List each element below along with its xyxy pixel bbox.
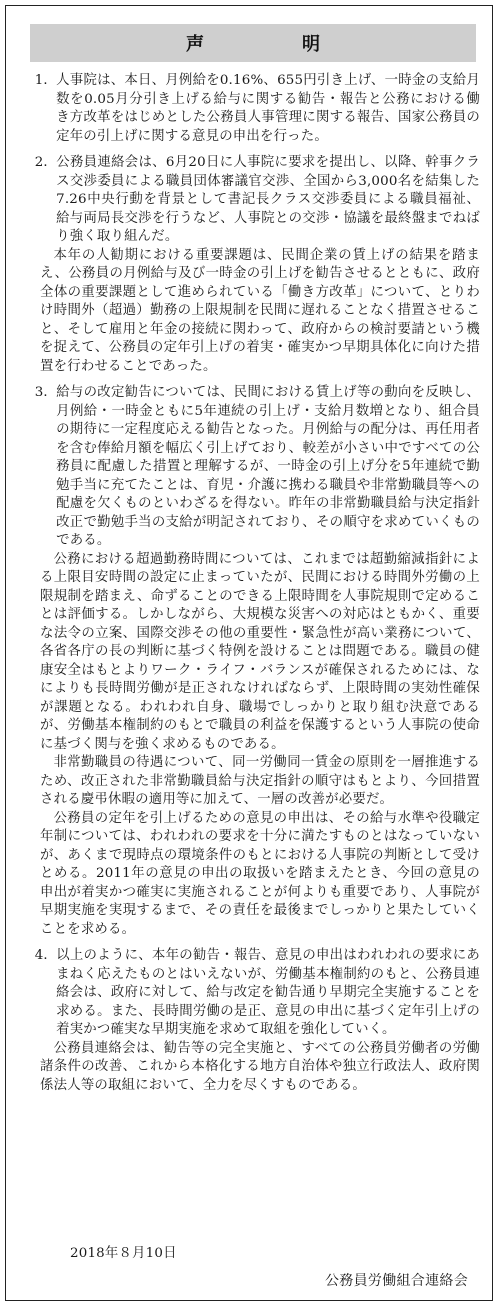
statement-body — [28, 72, 480, 1103]
section-1-paragraph-1: 1．人事院は、本日、月例給を0.16%、655円引き上げ、一時金の支給月数を0.05月分引き上げる給与に関する勧告・報告と公務における働き方改革をはじめとした公務員人事管理に関する報告、国家公務員の定年の引上げに関する意見の申出を行った。 — [34, 73, 480, 144]
section-3-paragraph-4: 公務員の定年を引上げるための意見の申出は、その給与水準や役職定年制については、われわれの要求を十分に満たすものとはなっていないが、あくまで現時点の環境条件のもとにおける人事院の判断として受けとめる。2011年の意見の申出の取扱いを踏まえたとき、今回の意見の申出が着実かつ確実に実施されることが何よりも重要であり、人事院が早期実施を実現するまで、その責任を最後までしっかりと果たしていくことを求める。 — [40, 810, 480, 937]
section-2-paragraph-1: 2．公務員連絡会は、6月20日に人事院に要求を提出し、以降、幹事クラス交渉委員による職員団体審議官交渉、全国から3,000名を結集した7.26中央行動を背景として書記長クラス交渉委員による職員福祉、給与両局長交渉を行うなど、人事院との交渉・協議を最終盤までねばり強く取り組んだ。 — [34, 155, 480, 244]
section-3 — [28, 384, 480, 939]
section-3-paragraph-1: 3．給与の改定勧告については、民間における賃上げ等の動向を反映し、月例給・一時金ともに5年連続の引上げ・支給月数増となり、組合員の期待に一定程度応える勧告となった。月例給与の配分は、再任用者を含む俸給月額を幅広く引上げており、較差が小さい中ですべての公務員に配慮した措置と理解するが、一時金の引上げ分を5年連続で勤勉手当に充てたことは、育児・介護に携わる職員や非常勤職員等への配慮を欠くものといわざるを得ない。昨年の非常勤職員給与決定指針改正で勤勉手当の支給が明記されており、その順守を求めていくものである。 — [34, 385, 480, 548]
title-bar — [30, 24, 476, 62]
section-2 — [28, 154, 480, 376]
section-1 — [28, 72, 480, 146]
section-4-paragraph-2: 公務員連絡会は、勧告等の完全実施と、すべての公務員労働者の労働諸条件の改善、これから本格化する地方自治体や独立行政法人、政府関係法人等の取組において、全力を尽くすものである。 — [40, 1040, 480, 1093]
section-4 — [28, 947, 480, 1095]
section-number: 3． — [34, 385, 57, 400]
section-number: 1． — [34, 73, 57, 88]
section-number: 4． — [34, 948, 57, 963]
section-number: 2． — [34, 155, 57, 170]
organization-name: 公務員労働組合連絡会 — [325, 1273, 468, 1289]
section-3-paragraph-3: 非常勤職員の待遇について、同一労働同一賃金の原則を一層推進するため、改正された非常勤職員給与決定指針の順守はもとより、今回措置される慶弔休暇の適用等に加えて、一層の改善が必要だ。 — [40, 755, 480, 807]
section-3-paragraph-2: 公務における超過勤務時間については、これまでは超勤縮減指針による上限目安時間の設定に止まっていたが、民間における時間外労働の上限規制を踏まえ、命ずることのできる上限時間を人事院規則で定めることは評価する。しかしながら、大規模な災害への対応はともかく、重要な法令の立案、国際交渉その他の重要性・緊急性が高い業務について、各省各庁の長の判断に基づく特例を設けることは問題である。職員の健康安全はもとよりワーク・ライフ・バランスが確保されるためには、なによりも長時間労働が是正されなければならず、上限時間の実効性確保が課題となる。われわれ自身、職場でしっかりと取り組む決意であるが、労働基本権制約のもとで職員の利益を保護するという人事院の使命に基づく関与を強く求めるものである。 — [40, 551, 480, 752]
page-title: 声 明 — [186, 34, 360, 55]
statement-date: 2018年８月10日 — [70, 1246, 177, 1261]
section-4-paragraph-1: 4．以上のように、本年の勧告・報告、意見の申出はわれわれの要求にあまねく応えたものとはいえないが、労働基本権制約のもと、公務員連絡会は、政府に対して、給与改定を勧告通り早期完全実施することを求める。また、長時間労働の是正、意見の申出に基づく定年引上げの着実かつ確実な早期実施を求めて取組を強化していく。 — [34, 948, 480, 1037]
statement-frame — [5, 5, 493, 1301]
section-2-paragraph-2: 本年の人勧期における重要課題は、民間企業の賃上げの結果を踏まえ、公務員の月例給与及び一時金の引上げを勧告させるとともに、政府全体の重要課題として進められている「働き方改革」について、とりわけ時間外（超過）勤務の上限規制を民間に遅れることなく措置させること、そして雇用と年金の接続に関わって、政府からの検討要請という機を捉えて、公務員の定年引上げの着実・確実かつ早期具体化に向けた措置を行わせることであった。 — [40, 247, 480, 374]
